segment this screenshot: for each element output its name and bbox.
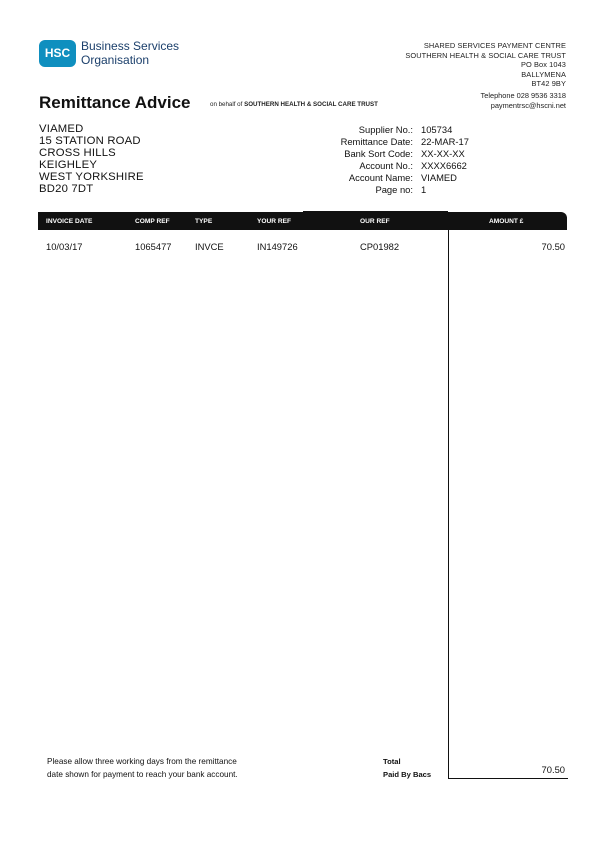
note-line: date shown for payment to reach your bank account. [47,769,238,779]
recipient-line: KEIGHLEY [39,158,98,171]
detail-row [300,136,469,148]
detail-row [300,160,469,172]
on-behalf-org: SOUTHERN HEALTH & SOCIAL CARE TRUST [244,101,378,108]
detail-value: 22-MAR-17 [421,135,469,147]
total-rule [448,778,568,779]
sender-address-line: PO Box 1043 [520,60,566,69]
header-comp-ref: COMP REF [135,218,170,225]
detail-label: Page no: [375,183,413,195]
detail-value: 1 [421,183,427,195]
telephone: Telephone 028 9536 3318 [480,91,566,100]
recipient-address [39,124,144,195]
detail-label: Bank Sort Code: [344,147,413,159]
recipient-line: VIAMED [39,123,84,135]
detail-value: XXXX6662 [421,159,467,171]
on-behalf-of [210,101,378,108]
row-our-ref: CP01982 [360,241,400,252]
detail-label: Account No.: [359,159,413,171]
header-your-ref: YOUR REF [257,218,292,225]
sender-address-line: SOUTHERN HEALTH & SOCIAL CARE TRUST [405,50,566,60]
recipient-line: BD20 7DT [39,182,94,195]
email-link[interactable]: paymentrsc@hscni.net [490,101,566,110]
detail-value: VIAMED [421,171,457,183]
detail-value: XX-XX-XX [421,147,465,159]
amount-column-divider [448,230,449,778]
organisation-name [81,39,179,67]
recipient-line: WEST YORKSHIRE [39,170,144,183]
detail-label: Supplier No.: [358,124,413,135]
detail-row [300,172,469,184]
header-our-ref: OUR REF [360,218,390,225]
sender-address-line: SHARED SERVICES PAYMENT CENTRE [423,41,566,50]
organisation-name-line: Organisation [81,53,150,67]
row-comp-ref: 1065477 [135,241,172,252]
payment-note [47,756,238,781]
total-amount: 70.50 [541,764,565,775]
row-type: INVCE [195,241,224,252]
on-behalf-prefix: on behalf of [210,101,243,108]
page-title: Remittance Advice [39,93,191,112]
recipient-line: 15 STATION ROAD [39,134,141,147]
header-amount: AMOUNT £ [489,218,524,225]
detail-row [300,148,469,160]
contact-info [481,91,566,111]
detail-row [300,184,469,196]
total-label-line: Paid By Bacs [383,769,432,779]
total-label [383,756,431,781]
table-top-rule [303,211,448,212]
sender-address [405,41,566,89]
row-your-ref: IN149726 [257,241,298,252]
total-label-line: Total [383,757,401,766]
header-type: TYPE [195,218,213,225]
hsc-logo: HSC [39,40,76,67]
detail-value: 105734 [421,124,453,135]
organisation-name-line: Business Services [81,39,180,53]
sender-address-line: BALLYMENA [521,69,566,79]
detail-label: Remittance Date: [340,135,413,147]
detail-row [300,124,469,136]
row-invoice-date: 10/03/17 [46,241,83,252]
recipient-line: CROSS HILLS [39,146,116,159]
sender-address-line: BT42 9BY [531,79,566,88]
note-line: Please allow three working days from the remittance [47,757,237,766]
row-amount: 70.50 [541,241,565,252]
table-header [38,212,567,230]
supplier-details [300,124,469,195]
detail-label: Account Name: [348,171,413,183]
header-invoice-date: INVOICE DATE [46,218,93,225]
